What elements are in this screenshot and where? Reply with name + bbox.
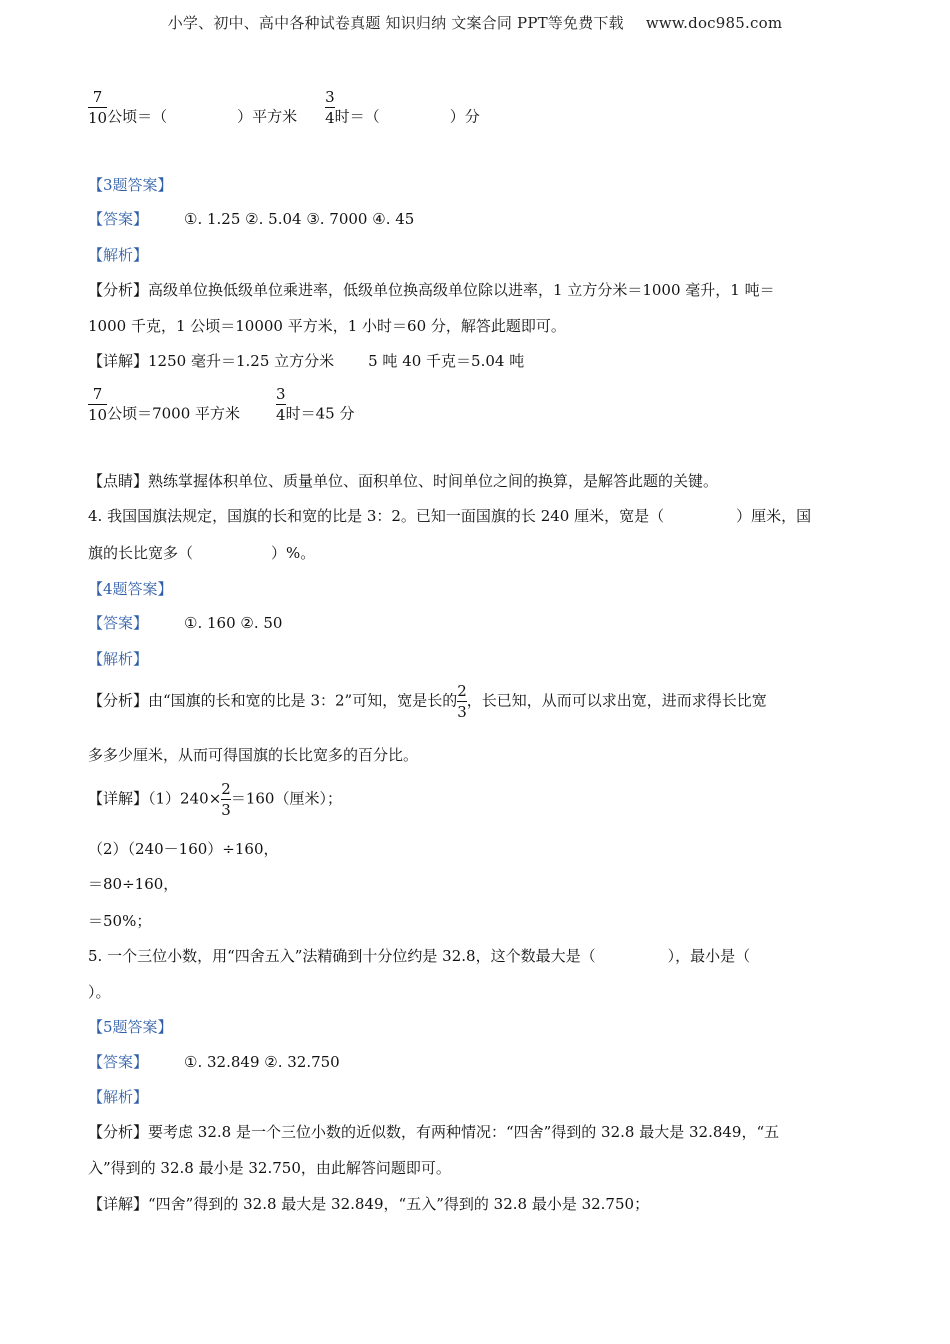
q5-stem-line1: 5. 一个三位小数，用“四舍五入”法精确到十分位约是 32.8，这个数最大是（ ），最小是（ bbox=[88, 947, 751, 965]
fraction: $\frac{2}{3}$ bbox=[221, 780, 231, 819]
q5-xiangjie-line1: 【详解】“四舍”得到的 32.8 最大是 32.849，“五入”得到的 32.8 最小是 32.750； bbox=[88, 1195, 650, 1213]
fraction: $\frac{3}{4}$ bbox=[325, 88, 335, 127]
q4-step-2: （2）（240－160）÷160， bbox=[88, 840, 279, 858]
fraction: $\frac{2}{3}$ bbox=[457, 682, 467, 721]
q5-analysis-heading: 【解析】 bbox=[88, 1088, 149, 1106]
fraction: $\frac{7}{10}$ bbox=[88, 88, 108, 127]
q3-fenxi-line1: 【分析】高级单位换低级单位乘进率，低级单位换高级单位除以进率，1 立方分米＝1000 毫升，1 吨＝ bbox=[88, 281, 775, 299]
q5-fenxi-line1: 【分析】要考虑 32.8 是一个三位小数的近似数，有两种情况：“四舍”得到的 32.8 最大是 32.849，“五 bbox=[88, 1123, 780, 1141]
q5-stem-line2: ）。 bbox=[88, 983, 111, 1001]
q3-answer: 【答案】 ①. 1.25 ②. 5.04 ③. 7000 ④. 45 bbox=[88, 210, 415, 228]
fraction: $\frac{7}{10}$ bbox=[88, 385, 108, 424]
fraction: $\frac{3}{4}$ bbox=[276, 385, 286, 424]
q3-xiangjie-line1: 【详解】1250 毫升＝1.25 立方分米 5 吨 40 千克＝5.04 吨 bbox=[88, 352, 525, 370]
q5-answer-heading: 【5题答案】 bbox=[88, 1018, 173, 1036]
q4-fenxi-line1: 【分析】由“国旗的长和宽的比是 3：2”可知，宽是长的 $\frac{2}{3}$ ，长已知，从而可以求出宽，进而求得长比宽 bbox=[88, 682, 767, 721]
q4-xiangjie-line1: 【详解】（1）240× $\frac{2}{3}$ ＝160（厘米）； bbox=[88, 780, 342, 819]
header-url[interactable]: www.doc985.com bbox=[645, 14, 783, 32]
q3-stem-tail: $\frac{7}{10}$ 公顷＝（ ）平方米 $\frac{3}{4}$ 时＝（ ）分 bbox=[88, 88, 480, 127]
page-header bbox=[0, 12, 950, 33]
q5-fenxi-line2: 入”得到的 32.8 最小是 32.750，由此解答问题即可。 bbox=[88, 1159, 451, 1177]
q4-step-4: ＝50%； bbox=[88, 912, 152, 930]
q5-answer: 【答案】 ①. 32.849 ②. 32.750 bbox=[88, 1053, 340, 1071]
header-title: 小学、初中、高中各种试卷真题 知识归纳 文案合同 PPT等免费下载 bbox=[167, 14, 624, 32]
q3-xiangjie-line2: $\frac{7}{10}$ 公顷＝7000 平方米 $\frac{3}{4}$ 时＝45 分 bbox=[88, 385, 355, 424]
q3-answer-heading: 【3题答案】 bbox=[88, 176, 173, 194]
q4-stem-line1: 4. 我国国旗法规定，国旗的长和宽的比是 3：2。已知一面国旗的长 240 厘米，宽是（ ）厘米，国 bbox=[88, 507, 812, 525]
q4-stem-line2: 旗的长比宽多（ ）%。 bbox=[88, 544, 316, 562]
q4-analysis-heading: 【解析】 bbox=[88, 650, 149, 668]
q4-answer-heading: 【4题答案】 bbox=[88, 580, 173, 598]
q4-answer: 【答案】 ①. 160 ②. 50 bbox=[88, 614, 283, 632]
q3-analysis-heading: 【解析】 bbox=[88, 246, 149, 264]
q3-fenxi-line2: 1000 千克，1 公顷＝10000 平方米，1 小时＝60 分，解答此题即可。 bbox=[88, 317, 566, 335]
q4-step-3: ＝80÷160， bbox=[88, 875, 179, 893]
q4-fenxi-line2: 多多少厘米，从而可得国旗的长比宽多的百分比。 bbox=[88, 746, 419, 764]
q3-dianjing: 【点睛】熟练掌握体积单位、质量单位、面积单位、时间单位之间的换算，是解答此题的关键。 bbox=[88, 472, 719, 490]
